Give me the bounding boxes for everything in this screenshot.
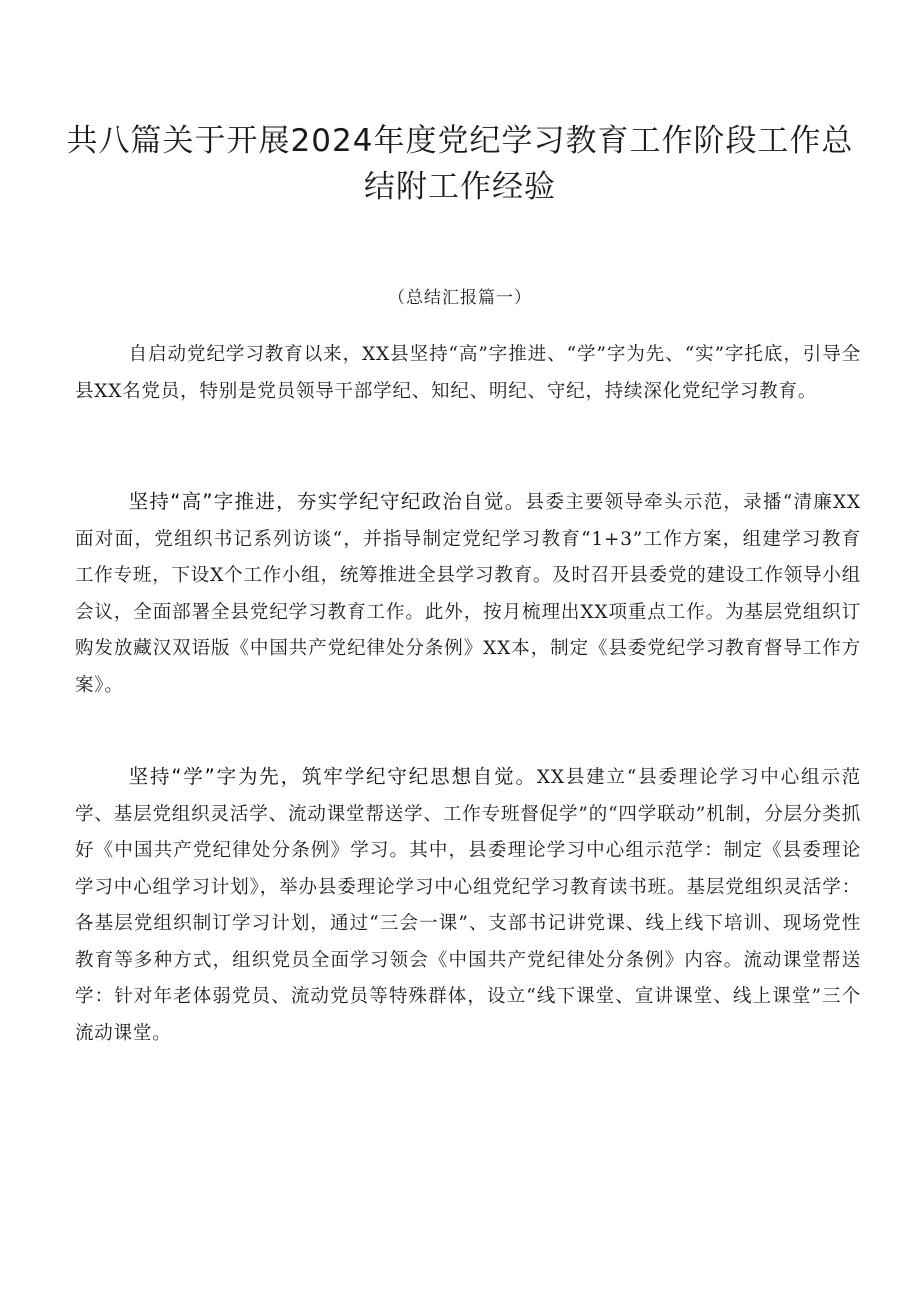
paragraph-text: 自启动党纪学习教育以来，XX县坚持“高”字推进、“学”字为先、“实”字托底，引导全县XX名党员，特别是党员领导干部学纪、知纪、明纪、守纪，持续深化党纪学习教育。 [75,344,861,402]
paragraph-text: 县委主要领导牵头示范，录播“清廉XX面对面，党组织书记系列访谈“，并指导制定党纪学习教育“1+3”工作方案，组建学习教育工作专班，下设X个工作小组，统筹推进全县学习教育。及时召开县委党的建设工作领导小组会议，全面部署全县党纪学习教育工作。此外，按月梳理出XX项重点工作。为基层党组织订购发放藏汉双语版《中国共产党纪律处分条例》XX本，制定《县委党纪学习教育督导工作方案》。 [75,492,861,696]
paragraph-lead-heading: 坚持“学”字为先，筑牢学纪守纪思想自觉。 [128,765,537,788]
paragraph-lead-heading: 坚持“高”字推进，夯实学纪守纪政治自觉。 [128,490,526,513]
paragraph-section-1 [75,484,861,704]
section-subtitle: （总结汇报篇一） [388,288,532,308]
paragraph-text: XX县建立“县委理论学习中心组示范学、基层党组织灵活学、流动课堂帮送学、工作专班督促学”的“四学联动”机制，分层分类抓好《中国共产党纪律处分条例》学习。其中，县委理论学习中心组示范学：制定《县委理论学习中心组学习计划》，举办县委理论学习中心组党纪学习教育读书班。基层党组织灵活学：各基层党组织制订学习计划，通过“三会一课”、支部书记讲党课、线上线下培训、现场党性教育等多种方式，组织党员全面学习领会《中国共产党纪律处分条例》内容。流动课堂帮送学：针对年老体弱党员、流动党员等特殊群体，设立“线下课堂、宣讲课堂、线上课堂”三个流动课堂。 [75,767,861,1044]
paragraph-intro [75,337,861,410]
document-title: 共八篇关于开展2024年度党纪学习教育工作阶段工作总结附工作经验 [66,123,854,205]
paragraph-section-2 [75,759,861,1052]
